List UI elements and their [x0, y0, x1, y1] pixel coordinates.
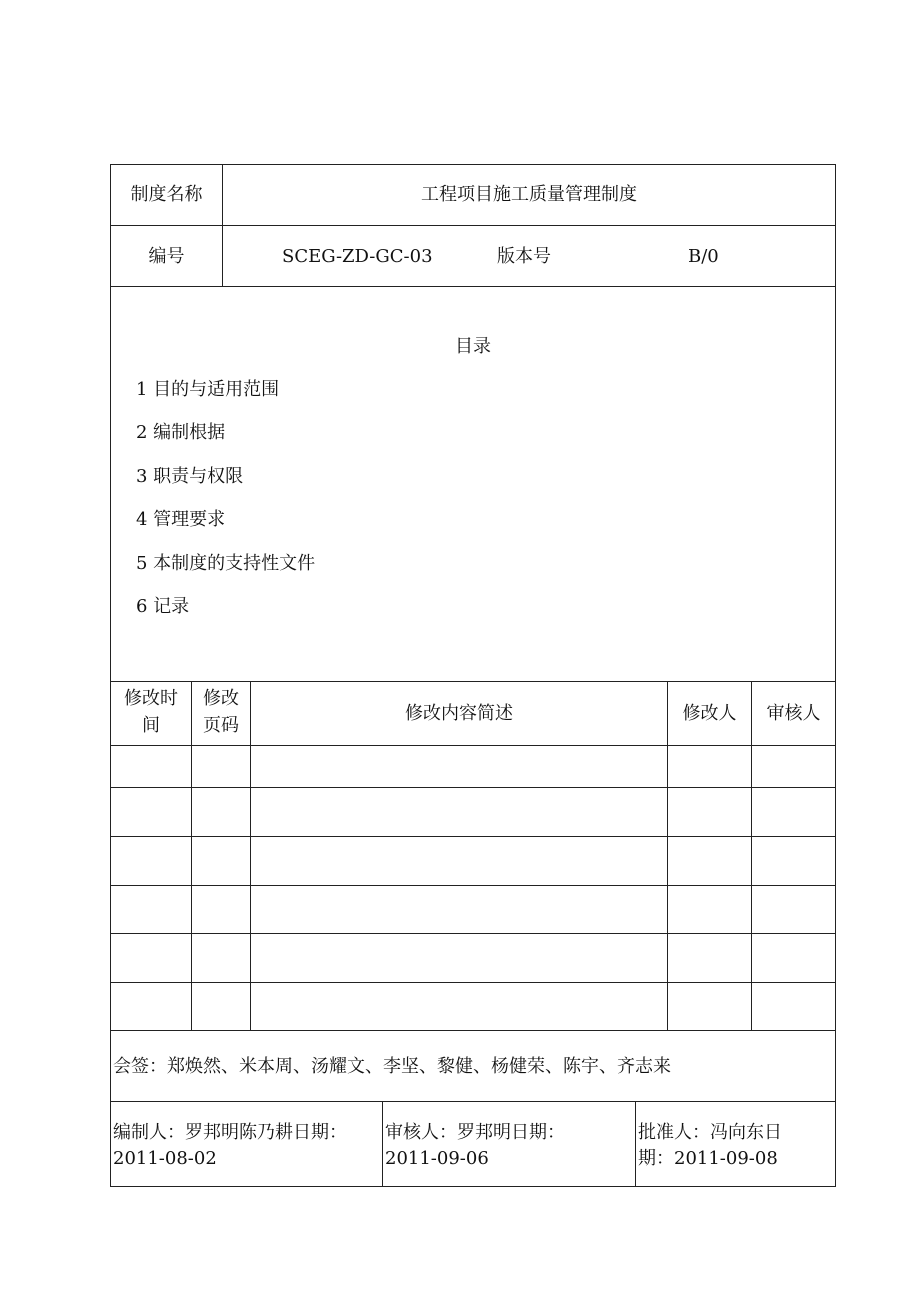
frame-top [110, 164, 836, 165]
revision-table-bottom [110, 1030, 836, 1031]
toc-item: 4 管理要求 [136, 509, 226, 530]
revision-row-line [110, 885, 836, 886]
header-modifier: 修改人 [682, 703, 737, 724]
frame-left [110, 164, 111, 1187]
reviewed-date: 2011-09-06 [385, 1148, 489, 1169]
policy-name-value: 工程项目施工质量管理制度 [421, 184, 637, 205]
countersign-bottom [110, 1101, 836, 1102]
code-value: SCEG-ZD-GC-03 [282, 246, 433, 267]
prepared-by: 编制人：罗邦明陈乃耕日期： [113, 1122, 347, 1143]
revision-table-top [110, 681, 836, 682]
frame-bottom [110, 1186, 836, 1187]
header-row-divider [110, 225, 836, 226]
signature-col-divider [635, 1101, 636, 1187]
revision-row-line [110, 933, 836, 934]
policy-name-label: 制度名称 [130, 184, 203, 205]
toc-item: 5 本制度的支持性文件 [136, 553, 316, 574]
revision-col-divider [751, 681, 752, 1031]
header-revision-content: 修改内容简述 [405, 703, 513, 724]
approved-date: 期：2011-09-08 [638, 1148, 778, 1169]
header-revision-time-line1: 修改时 [124, 688, 178, 709]
approved-by: 批准人：冯向东日 [638, 1122, 782, 1143]
header-revision-time-line2: 间 [142, 715, 160, 736]
revision-row-line [110, 982, 836, 983]
prepared-date: 2011-08-02 [113, 1148, 217, 1169]
toc-item: 6 记录 [136, 596, 190, 617]
revision-col-divider [667, 681, 668, 1031]
toc-title: 目录 [455, 336, 491, 357]
header-revision-page-line2: 页码 [203, 715, 239, 736]
header-bottom-divider [110, 286, 836, 287]
toc-item: 3 职责与权限 [136, 466, 244, 487]
toc-item: 1 目的与适用范围 [136, 379, 280, 400]
version-value: B/0 [688, 246, 719, 267]
signature-col-divider [382, 1101, 383, 1187]
frame-right [835, 164, 836, 1187]
code-label: 编号 [148, 246, 185, 267]
revision-col-divider [250, 681, 251, 1031]
version-label: 版本号 [497, 246, 551, 267]
toc-item: 2 编制根据 [136, 422, 226, 443]
header-revision-page-line1: 修改 [203, 688, 239, 709]
revision-row-line [110, 787, 836, 788]
header-reviewer: 审核人 [766, 703, 821, 724]
revision-row-line [110, 836, 836, 837]
reviewed-by: 审核人：罗邦明日期： [385, 1122, 565, 1143]
revision-header-bottom [110, 745, 836, 746]
countersign-text: 会签：郑焕然、米本周、汤耀文、李坚、黎健、杨健荣、陈宇、齐志来 [113, 1056, 671, 1077]
